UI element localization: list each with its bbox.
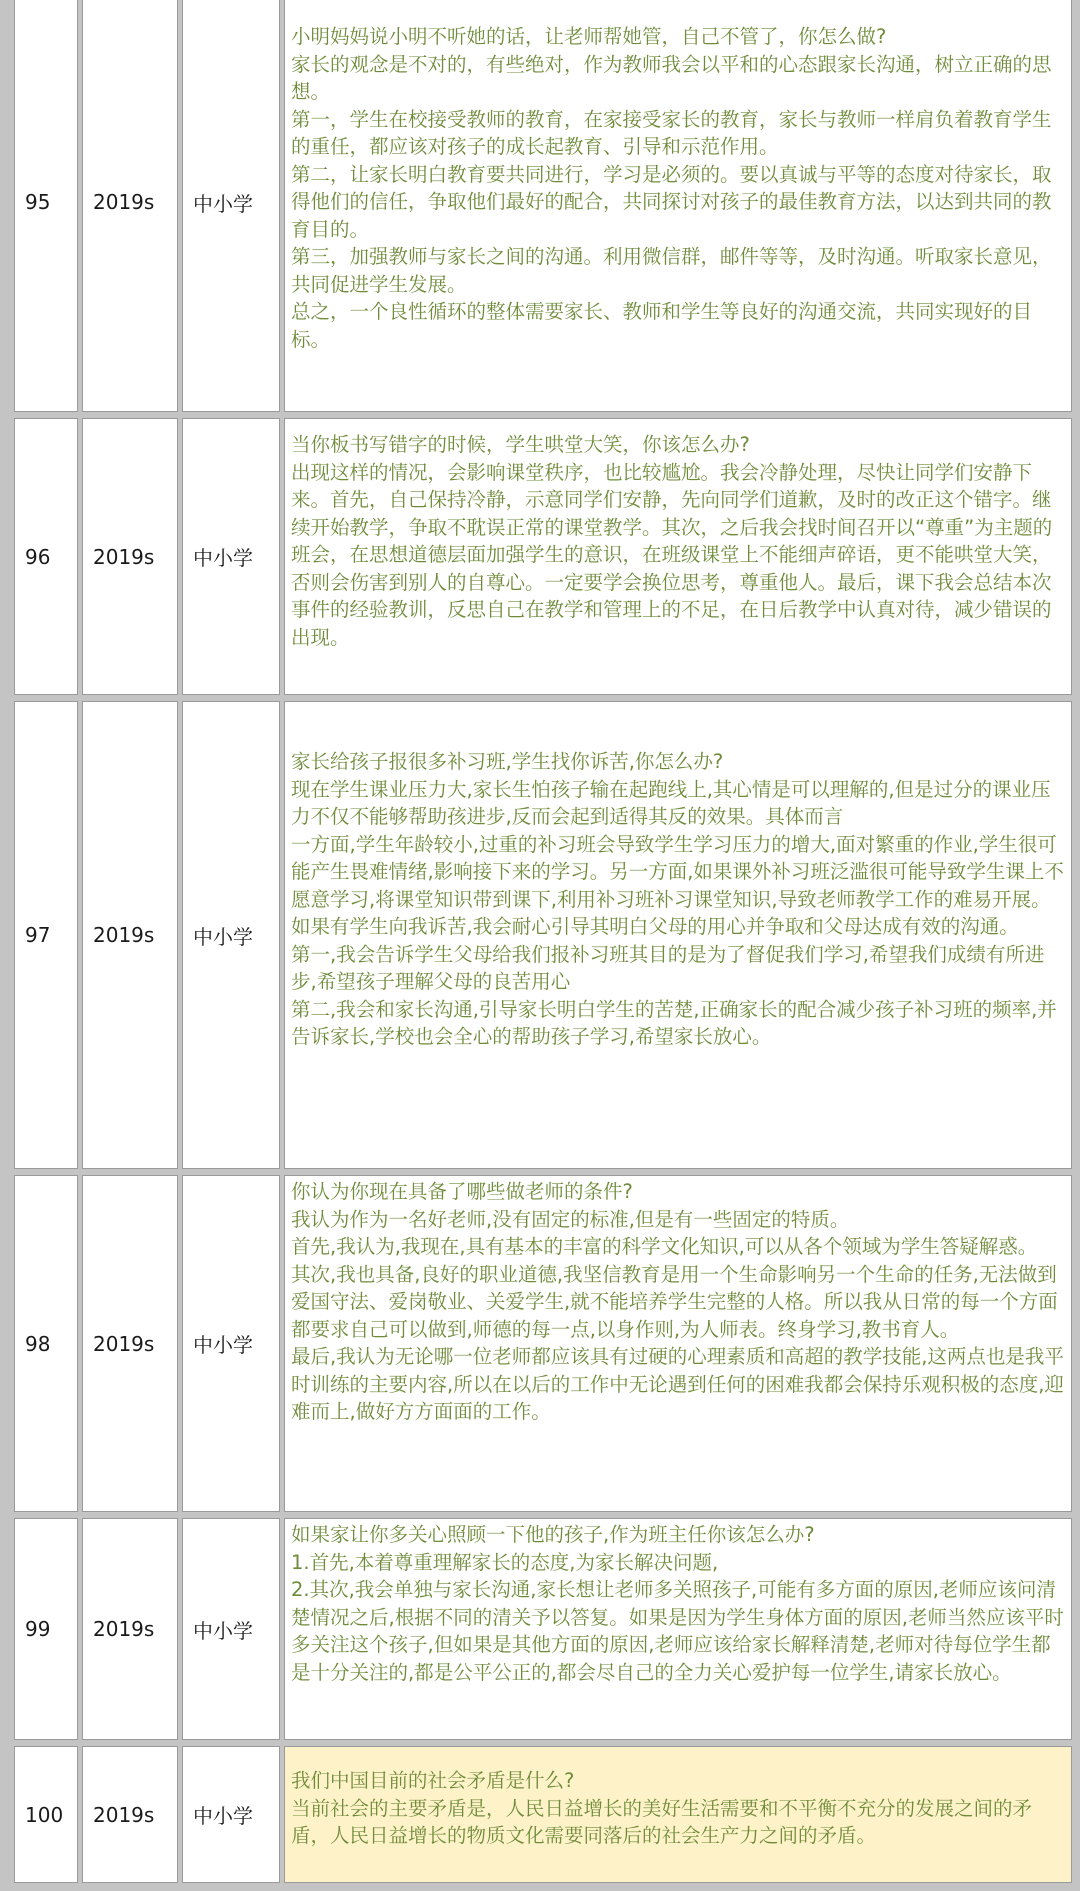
row-number: 100 bbox=[14, 1746, 78, 1883]
answer-paragraph: 现在学生课业压力大,家长生怕孩子输在起跑线上,其心情是可以理解的,但是过分的课业压力不仅不能够帮助孩进步,反而会起到适得其反的效果。具体而言 bbox=[291, 777, 1051, 828]
answer-paragraph: 第二,我会和家长沟通,引导家长明白学生的苦楚,正确家长的配合减少孩子补习班的频率,并告诉家长,学校也会全心的帮助孩子学习,希望家长放心。 bbox=[291, 997, 1057, 1048]
table-row bbox=[0, 0, 1080, 412]
answer-paragraph: 1.首先,本着尊重理解家长的态度,为家长解决问题, bbox=[291, 1550, 719, 1574]
row-year: 2019s bbox=[82, 1746, 178, 1883]
answer-paragraph: 2.其次,我会单独与家长沟通,家长想让老师多关照孩子,可能有多方面的原因,老师应该问清楚情况之后,根据不同的清关予以答复。如果是因为学生身体方面的原因,老师当然应该平时多关注这个孩子,但如果是其他方面的原因,老师应该给家长解释清楚,老师对待每位学生都是十分关注的,都是公平公正的,都会尽自己的全力关心爱护每一位学生,请家长放心。 bbox=[291, 1578, 1064, 1684]
answer-paragraph: 一方面,学生年龄较小,过重的补习班会导致学生学习压力的增大,面对繁重的作业,学生很可能产生畏难情绪,影响接下来的学习。另一方面,如果课外补习班泛滥很可能导致学生课上不愿意学习,将课堂知识带到课下,利用补习班补习课堂知识,导致老师教学工作的难易开展。 bbox=[291, 832, 1064, 911]
answer-paragraph: 我认为作为一名好老师,没有固定的标准,但是有一些固定的特质。 bbox=[291, 1207, 850, 1231]
question-text: 当你板书写错字的时候，学生哄堂大笑，你该怎么办? bbox=[291, 433, 750, 456]
answer-paragraph: 第一,我会告诉学生父母给我们报补习班其目的是为了督促我们学习,希望我们成绩有所进步,希望孩子理解父母的良苦用心 bbox=[291, 942, 1045, 993]
question-text: 小明妈妈说小明不听她的话，让老师帮她管，自己不管了，你怎么做? bbox=[291, 25, 887, 48]
answer-paragraph: 第二，让家长明白教育要共同进行，学习是必须的。要以真诚与平等的态度对待家长，取得他们的信任，争取他们最好的配合，共同探讨对孩子的最佳教育方法，以达到共同的教育目的。 bbox=[291, 162, 1052, 241]
row-level: 中小学 bbox=[182, 1518, 280, 1740]
answer-paragraph: 首先,我认为,我现在,具有基本的丰富的科学文化知识,可以从各个领域为学生答疑解惑。 bbox=[291, 1235, 1038, 1258]
question-text: 家长给孩子报很多补习班,学生找你诉苦,你怎么办? bbox=[291, 750, 724, 773]
answer-paragraph: 其次,我也具备,良好的职业道德,我坚信教育是用一个生命影响另一个生命的任务,无法做到爱国守法、爱岗敬业、关爱学生,就不能培养学生完整的人格。所以我从日常的每一个方面都要求自己可以做到,师德的每一点,以身作则,为人师表。终身学习,教书育人。 bbox=[291, 1262, 1058, 1341]
question-text: 你认为你现在具备了哪些做老师的条件? bbox=[291, 1180, 633, 1203]
answer-paragraph: 第三，加强教师与家长之间的沟通。利用微信群，邮件等等，及时沟通。听取家长意见，共同促进学生发展。 bbox=[291, 245, 1052, 296]
table-row bbox=[0, 1175, 1080, 1512]
row-number: 95 bbox=[14, 0, 78, 412]
row-level: 中小学 bbox=[182, 701, 280, 1169]
answer-paragraph: 当前社会的主要矛盾是，人民日益增长的美好生活需要和不平衡不充分的发展之间的矛盾，人民日益增长的物质文化需要同落后的社会生产力之间的矛盾。 bbox=[291, 1796, 1033, 1847]
row-number: 96 bbox=[14, 418, 78, 695]
row-year: 2019s bbox=[82, 0, 178, 412]
answer-paragraph: 家长的观念是不对的，有些绝对，作为教师我会以平和的心态跟家长沟通，树立正确的思想。 bbox=[291, 52, 1052, 103]
table-row bbox=[0, 1746, 1080, 1883]
row-level: 中小学 bbox=[182, 418, 280, 695]
question-text: 我们中国目前的社会矛盾是什么? bbox=[291, 1769, 575, 1792]
row-year: 2019s bbox=[82, 1175, 178, 1512]
answer-paragraph: 如果有学生向我诉苦,我会耐心引导其明白父母的用心并争取和父母达成有效的沟通。 bbox=[291, 915, 1019, 938]
row-number: 98 bbox=[14, 1175, 78, 1512]
row-number: 99 bbox=[14, 1518, 78, 1740]
question-text: 如果家让你多关心照顾一下他的孩子,作为班主任你该怎么办? bbox=[291, 1523, 815, 1546]
table-row bbox=[0, 1518, 1080, 1740]
question-answer bbox=[284, 1175, 1072, 1512]
answer-paragraph: 总之，一个良性循环的整体需要家长、教师和学生等良好的沟通交流，共同实现好的目标。 bbox=[291, 300, 1033, 351]
row-year: 2019s bbox=[82, 1518, 178, 1740]
question-answer bbox=[284, 418, 1072, 695]
table-row bbox=[0, 701, 1080, 1169]
row-number: 97 bbox=[14, 701, 78, 1169]
answer-paragraph: 出现这样的情况，会影响课堂秩序，也比较尴尬。我会冷静处理，尽快让同学们安静下来。首先，自己保持冷静，示意同学们安静，先向同学们道歉，及时的改正这个错字。继续开始教学，争取不耽误正常的课堂教学。其次，之后我会找时间召开以“尊重”为主题的班会，在思想道德层面加强学生的意识，在班级课堂上不能细声碎语，更不能哄堂大笑，否则会伤害到别人的自尊心。一定要学会换位思考，尊重他人。最后，课下我会总结本次事件的经验教训，反思自己在教学和管理上的不足，在日后教学中认真对待，减少错误的出现。 bbox=[291, 460, 1053, 649]
question-answer bbox=[284, 0, 1072, 412]
row-year: 2019s bbox=[82, 701, 178, 1169]
answer-paragraph: 最后,我认为无论哪一位老师都应该具有过硬的心理素质和高超的教学技能,这两点也是我平时训练的主要内容,所以在以后的工作中无论遇到任何的困难我都会保持乐观积极的态度,迎难而上,做好方方面面的工作。 bbox=[291, 1345, 1064, 1423]
row-level: 中小学 bbox=[182, 1175, 280, 1512]
row-level: 中小学 bbox=[182, 0, 280, 412]
question-answer bbox=[284, 1518, 1072, 1740]
question-answer bbox=[284, 701, 1072, 1169]
row-year: 2019s bbox=[82, 418, 178, 695]
answer-paragraph: 第一，学生在校接受教师的教育，在家接受家长的教育，家长与教师一样肩负着教育学生的重任，都应该对孩子的成长起教育、引导和示范作用。 bbox=[291, 107, 1052, 158]
row-level: 中小学 bbox=[182, 1746, 280, 1883]
table-row bbox=[0, 418, 1080, 695]
question-answer bbox=[284, 1746, 1072, 1883]
